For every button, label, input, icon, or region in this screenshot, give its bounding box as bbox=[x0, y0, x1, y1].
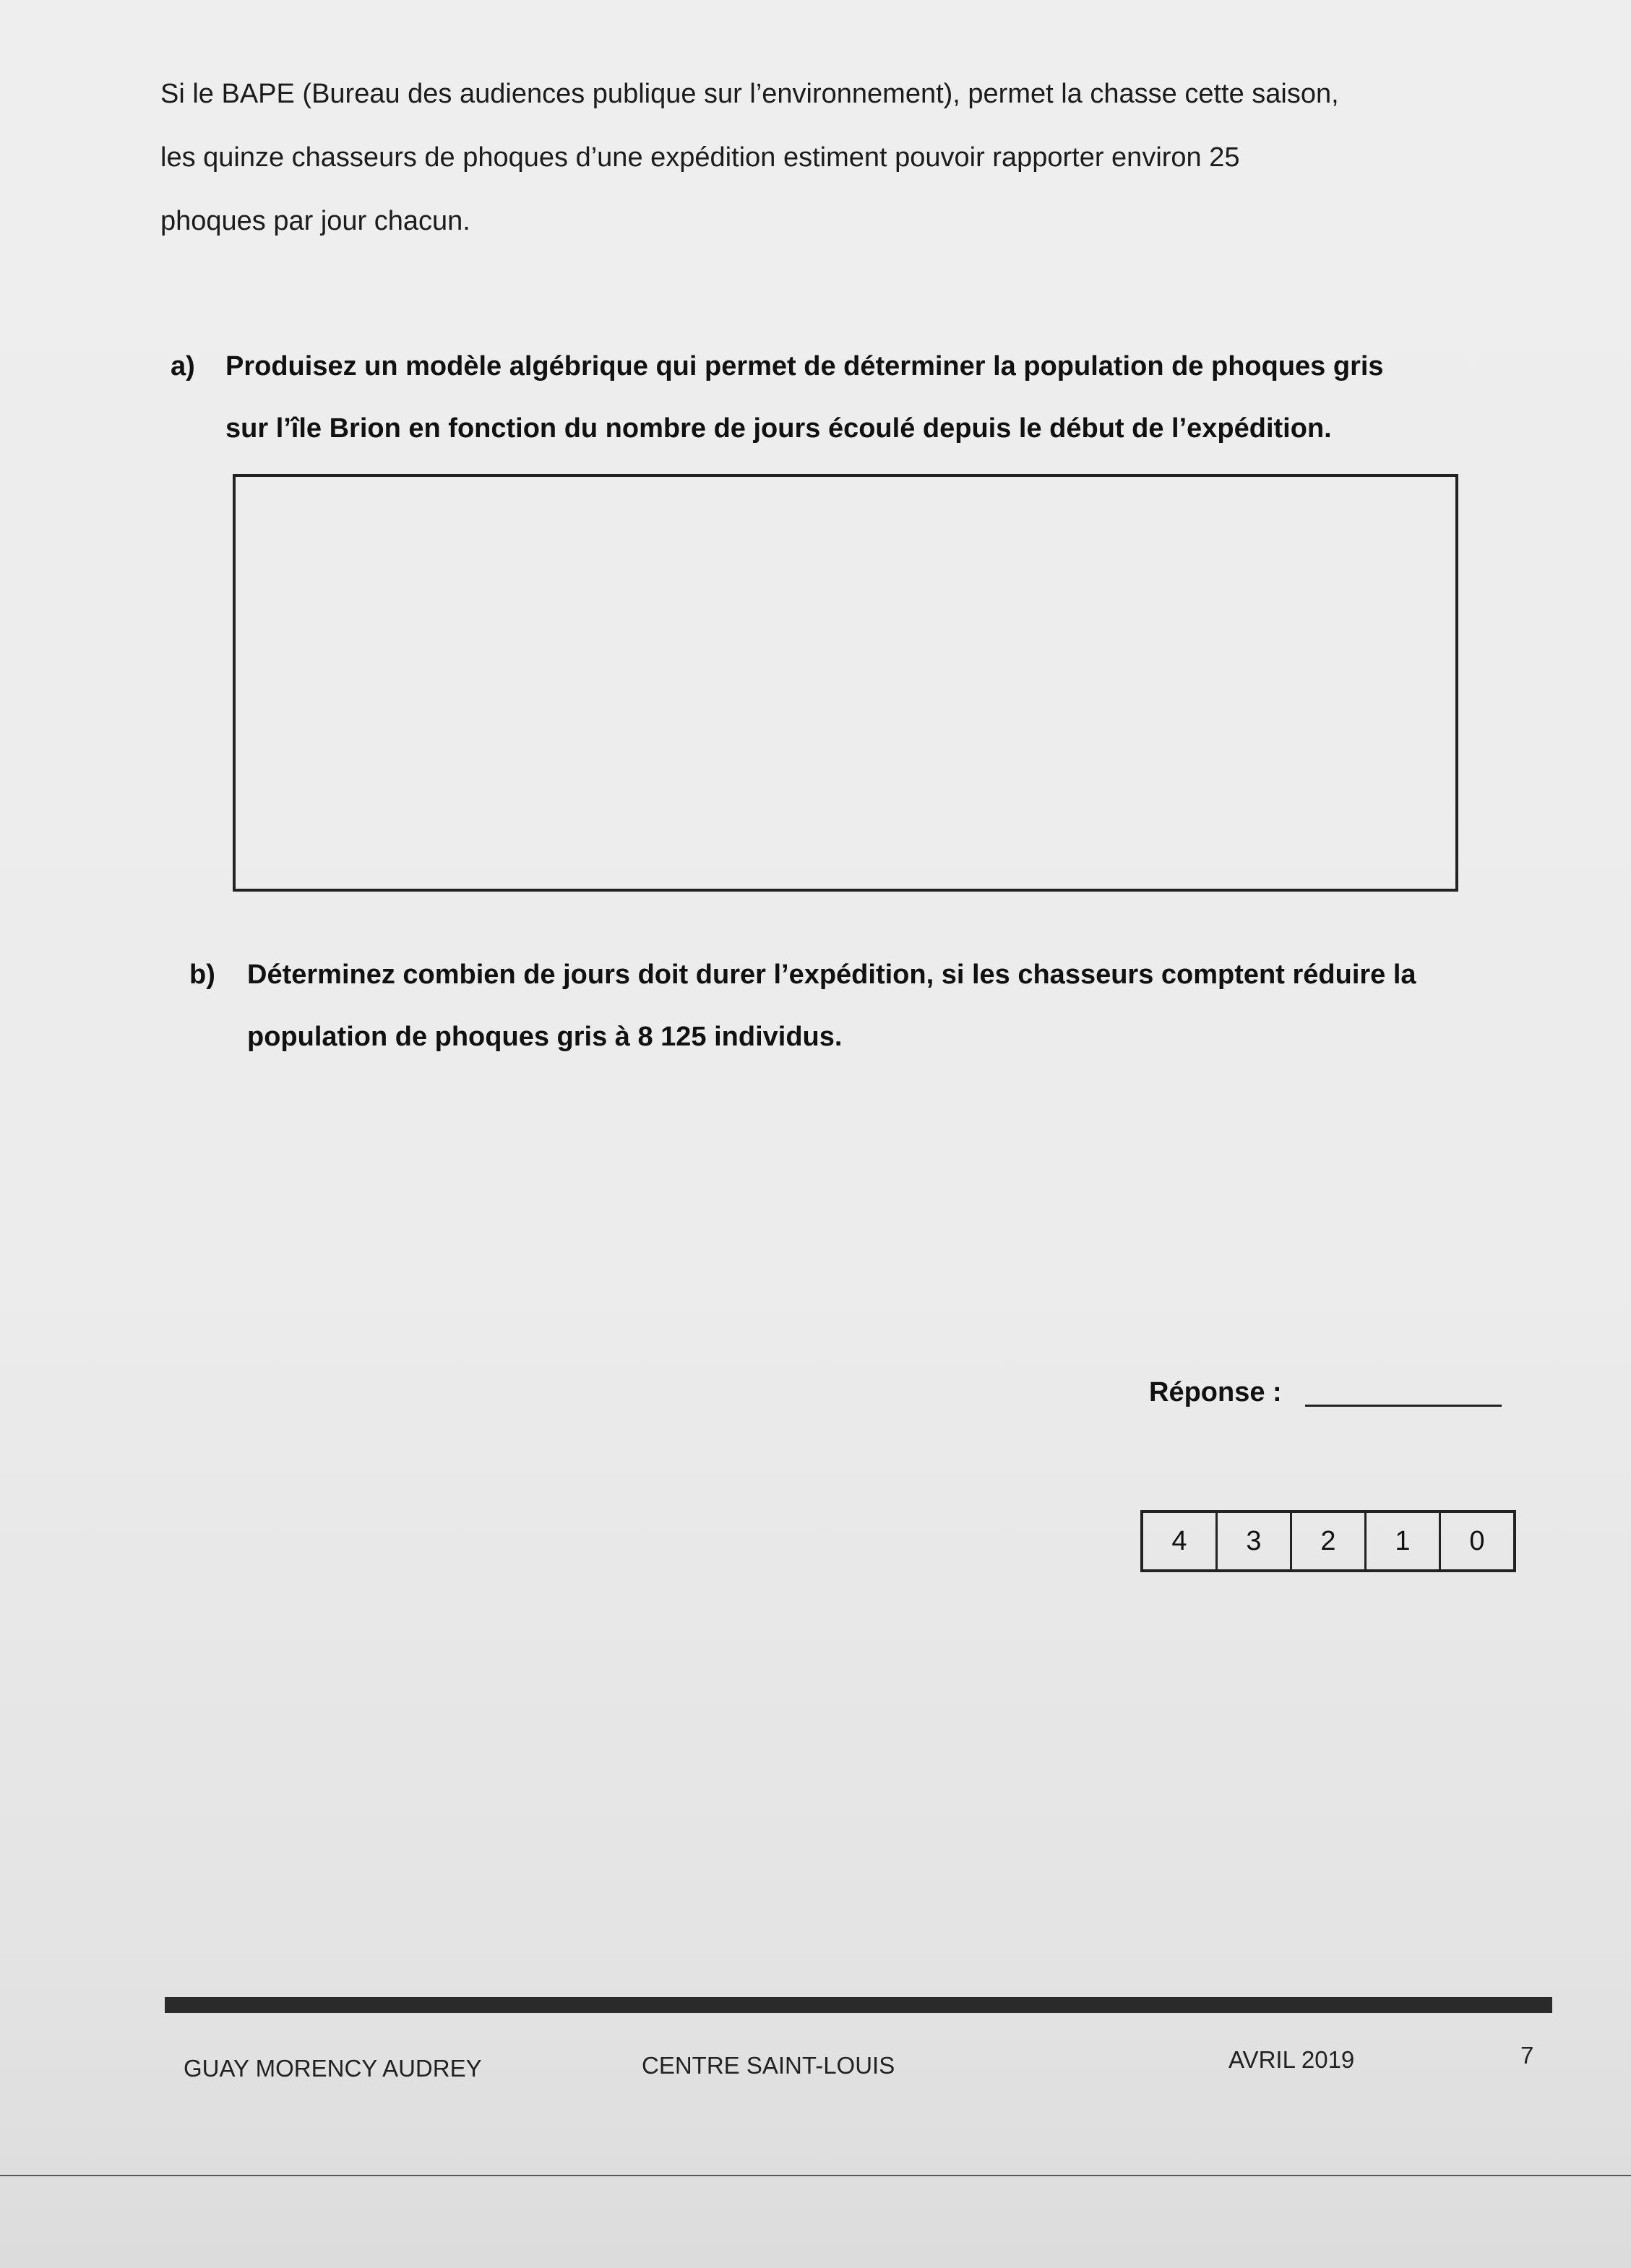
footer-date: AVRIL 2019 bbox=[1228, 2046, 1355, 2073]
question-b-line-2: population de phoques gris à 8 125 individus. bbox=[247, 1022, 843, 1052]
intro-line-1: Si le BAPE (Bureau des audiences publique sur l’environnement), permet la chasse cette saison, bbox=[160, 79, 1339, 109]
score-cell-4[interactable]: 4 bbox=[1142, 1512, 1217, 1571]
question-a-line-2: sur l’île Brion en fonction du nombre de jours écoulé depuis le début de l’expédition. bbox=[225, 413, 1332, 444]
score-cell-2[interactable]: 2 bbox=[1291, 1512, 1366, 1571]
page-bottom-edge bbox=[0, 2175, 1631, 2176]
score-cell-3[interactable]: 3 bbox=[1217, 1512, 1291, 1571]
score-scale-table bbox=[1140, 1510, 1516, 1572]
score-cell-1[interactable]: 1 bbox=[1366, 1512, 1440, 1571]
question-b-line-1: Déterminez combien de jours doit durer l’expédition, si les chasseurs comptent réduire la bbox=[247, 960, 1416, 990]
intro-paragraph bbox=[160, 62, 1447, 253]
question-a-label: a) bbox=[171, 351, 195, 381]
answer-box-a[interactable] bbox=[233, 474, 1458, 892]
footer-author: GUAY MORENCY AUDREY bbox=[184, 2055, 482, 2082]
question-a-line-1: Produisez un modèle algébrique qui permet de déterminer la population de phoques gris bbox=[225, 351, 1384, 381]
intro-line-3: phoques par jour chacun. bbox=[160, 206, 470, 236]
response-label: Réponse : bbox=[1149, 1377, 1282, 1407]
footer-divider-bar bbox=[165, 1997, 1552, 2013]
score-cell-0[interactable]: 0 bbox=[1440, 1512, 1515, 1571]
footer-page-number: 7 bbox=[1520, 2042, 1534, 2069]
intro-line-2: les quinze chasseurs de phoques d’une expédition estiment pouvoir rapporter environ 25 bbox=[160, 142, 1240, 173]
response-input-line[interactable] bbox=[1305, 1405, 1502, 1407]
footer-school: CENTRE SAINT-LOUIS bbox=[642, 2052, 895, 2079]
question-b-label: b) bbox=[189, 960, 215, 990]
